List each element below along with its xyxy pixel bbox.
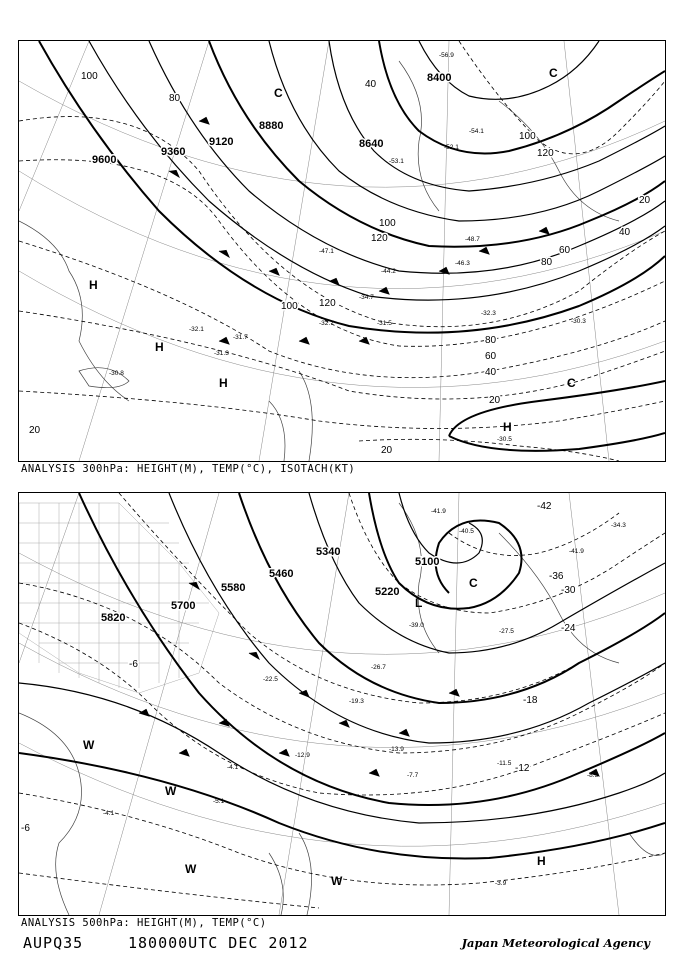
isotach-label: 100: [281, 301, 298, 312]
temp-contour-label: -24: [561, 623, 576, 634]
isotach-label: 20: [29, 425, 41, 436]
station-temp: -8.5: [587, 772, 599, 779]
low-center-marker: L: [415, 596, 423, 610]
station-temp: -41.9: [431, 508, 446, 515]
height-label: 5580: [221, 582, 246, 594]
height-label: 5220: [375, 586, 400, 598]
station-temp: -22.5: [263, 676, 278, 683]
height-label: 9120: [209, 136, 234, 148]
height-label: 8640: [359, 138, 384, 150]
station-temp: -48.7: [465, 236, 480, 243]
station-temp: -34.7: [359, 294, 374, 301]
station-temp: -40.5: [459, 528, 474, 535]
temp-contour-label: -18: [523, 695, 538, 706]
isotach-label: 20: [639, 195, 651, 206]
station-temp: -41.9: [569, 548, 584, 555]
station-temp: -52.1: [444, 144, 459, 151]
station-temp: -46.3: [455, 260, 470, 267]
high-center-marker: H: [503, 420, 512, 434]
station-temp: -5.1: [213, 798, 225, 805]
station-temp: -13.9: [389, 746, 404, 753]
isotach-label: 80: [169, 93, 181, 104]
height-label: 5100: [415, 556, 440, 568]
temp-contour-labels: [21, 501, 576, 834]
station-temp: -3.9: [495, 880, 507, 887]
isotach-label: 120: [371, 233, 388, 244]
station-temp: -47.1: [319, 248, 334, 255]
station-temp: -54.1: [469, 128, 484, 135]
station-temp: -30.3: [571, 318, 586, 325]
isotach-label: 40: [619, 227, 631, 238]
station-temp: -32.3: [481, 310, 496, 317]
temp-contour-label: -42: [537, 501, 552, 512]
isotach-label: 100: [519, 131, 536, 142]
height-label: 5460: [269, 568, 294, 580]
high-center-marker: H: [155, 340, 164, 354]
station-temp: -56.9: [439, 52, 454, 59]
temperature-contours: [19, 493, 665, 908]
warm-center-marker: W: [185, 862, 197, 876]
temp-contour-label: -6: [21, 823, 30, 834]
isotach-label: 40: [485, 367, 497, 378]
temp-contour-label: -36: [549, 571, 564, 582]
analysis-300hpa-map: [18, 40, 666, 462]
height-label: 8880: [259, 120, 284, 132]
isotach-label: 60: [485, 351, 497, 362]
product-id: AUPQ35: [23, 934, 84, 952]
isotach-label: 120: [537, 148, 554, 159]
station-temp: -7.7: [407, 772, 419, 779]
map-300hpa-svg: [19, 41, 665, 461]
station-temp: -39.0: [409, 622, 424, 629]
station-temp: -44.2: [381, 268, 396, 275]
isotach-label: 120: [319, 298, 336, 309]
station-temp: -32.1: [189, 326, 204, 333]
height-label: 5700: [171, 600, 196, 612]
high-center-marker: H: [219, 376, 228, 390]
height-label: 9600: [92, 154, 117, 166]
warm-center-marker: W: [83, 738, 95, 752]
station-temp: -32.7: [319, 320, 334, 327]
map-500hpa-svg: [19, 493, 665, 915]
warm-center-marker: W: [165, 784, 177, 798]
temp-contour-label: -6: [129, 659, 138, 670]
isotach-label: 20: [381, 445, 393, 456]
height-label: 8400: [427, 72, 452, 84]
isotach-label: 40: [365, 79, 377, 90]
station-temp: -30.8: [109, 370, 124, 377]
isotach-label: 20: [489, 395, 501, 406]
cold-center-marker: C: [469, 576, 478, 590]
high-center-marker: H: [537, 854, 546, 868]
height-label: 5340: [316, 546, 341, 558]
isotach-label: 60: [559, 245, 571, 256]
station-temp: -11.5: [497, 760, 512, 767]
station-temp: -4.1: [227, 764, 239, 771]
isotach-label: 100: [81, 71, 98, 82]
station-temp: -53.1: [389, 158, 404, 165]
station-temps: [103, 508, 626, 887]
station-temp: -34.3: [611, 522, 626, 529]
station-temp: -12.9: [295, 752, 310, 759]
caption-300hpa: ANALYSIS 300hPa: HEIGHT(M), TEMP(°C), ISOTACH(KT): [21, 463, 356, 475]
graticule: [19, 493, 665, 915]
cold-center-marker: C: [567, 376, 576, 390]
cold-center-marker: C: [549, 66, 558, 80]
warm-center-marker: W: [331, 874, 343, 888]
valid-time: 180000UTC DEC 2012: [128, 934, 309, 952]
height-label: 5820: [101, 612, 126, 624]
isotach-label: 100: [379, 218, 396, 229]
station-temp: -19.3: [349, 698, 364, 705]
temp-contour-label: -30: [561, 585, 576, 596]
agency-name: Japan Meteorological Agency: [461, 936, 650, 950]
coastlines: [19, 61, 619, 461]
isotach-label: 80: [485, 335, 497, 346]
station-temp: -30.5: [497, 436, 512, 443]
station-temp: -31.7: [233, 334, 248, 341]
station-temp: -27.5: [499, 628, 514, 635]
high-center-marker: H: [89, 278, 98, 292]
station-temp: -4.1: [103, 810, 115, 817]
station-temp: -26.7: [371, 664, 386, 671]
isotach-label: 80: [541, 257, 553, 268]
station-temp: -31.5: [377, 320, 392, 327]
caption-500hpa: ANALYSIS 500hPa: HEIGHT(M), TEMP(°C): [21, 917, 267, 929]
station-temp: -31.3: [214, 350, 229, 357]
height-label: 9360: [161, 146, 186, 158]
height-labels: [101, 546, 439, 624]
cold-center-marker: C: [274, 86, 283, 100]
temp-contour-label: -12: [515, 763, 530, 774]
analysis-500hpa-map: [18, 492, 666, 916]
